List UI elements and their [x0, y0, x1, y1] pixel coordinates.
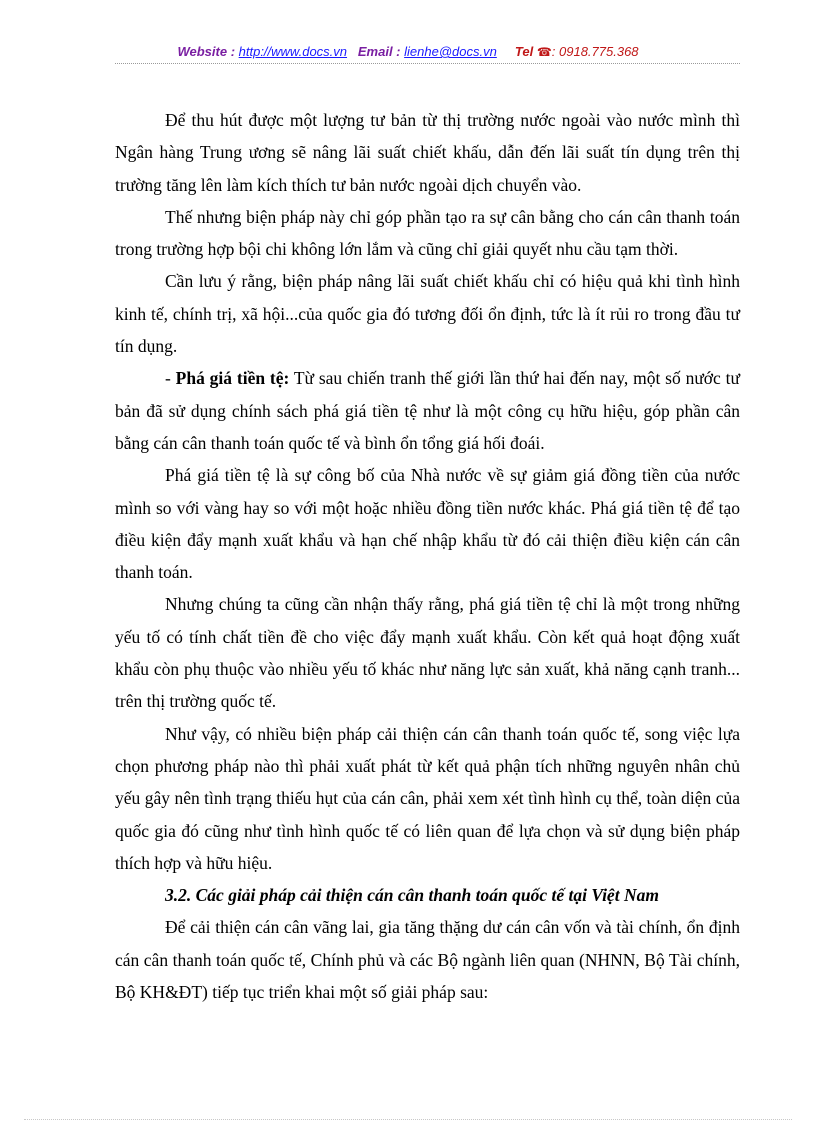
bullet-dash: -: [165, 368, 176, 389]
section-heading: 3.2. Các giải pháp cải thiện cán cân thanh toán quốc tế tại Việt Nam: [165, 885, 659, 906]
header-divider: [115, 63, 740, 64]
paragraph-7: Như vậy, có nhiều biện pháp cải thiện cán cân thanh toán quốc tế, song việc lựa chọn phương pháp nào thì phải xuất phát từ kết quả phận tích những nguyên nhân chủ yếu gây nên tình trạng thiếu hụt của cán cân, phải xem xét tình hình cụ thể, toàn diện của quốc gia đó cũng như tình hình quốc tế có liên quan để lựa chọn và sử dụng biện pháp thích hợp và hữu hiệu.: [115, 723, 740, 873]
website-link[interactable]: http://www.docs.vn: [238, 44, 348, 59]
phone-icon: ☎: [536, 45, 552, 59]
tel-label: Tel: [514, 44, 534, 59]
phone-number: : 0918.775.368: [551, 44, 639, 59]
website-colon: :: [227, 44, 239, 59]
email-label: Email: [357, 44, 393, 59]
devaluation-text: Từ sau chiến tranh thế giới lần thứ hai đến nay, một số nước tư bản đã sử dụng chính sách phá giá tiền tệ như là một công cụ hữu hiệu, góp phần cân bằng cán cân thanh toán quốc tế và bình ổn tổng giá hối đoái.: [115, 368, 741, 453]
email-colon: :: [392, 44, 405, 59]
page-header: [0, 44, 816, 59]
paragraph-2: Thế nhưng biện pháp này chỉ góp phần tạo ra sự cân bằng cho cán cân thanh toán trong trường hợp bội chi không lớn lắm và cũng chỉ giải quyết nhu cầu tạm thời.: [115, 206, 740, 260]
email-link[interactable]: lienhe@docs.vn: [404, 44, 497, 59]
paragraph-devaluation: [115, 362, 740, 459]
paragraph-1: Để thu hút được một lượng tư bản từ thị trường nước ngoài vào nước mình thì Ngân hàng Trung ương sẽ nâng lãi suất chiết khấu, dẫn đến lãi suất tín dụng trên thị trường tăng lên làm kích thích tư bản nước ngoài dịch chuyển vào.: [115, 110, 740, 195]
paragraph-8: Để cải thiện cán cân vãng lai, gia tăng thặng dư cán cân vốn và tài chính, ổn định cán cân thanh toán quốc tế, Chính phủ và các Bộ ngành liên quan (NHNN, Bộ Tài chính, Bộ KH&ĐT) tiếp tục triển khai một số giải pháp sau:: [115, 917, 740, 1003]
paragraph-5: Phá giá tiền tệ là sự công bố của Nhà nước về sự giảm giá đồng tiền của nước mình so với vàng hay so với một hoặc nhiều đồng tiền nước khác. Phá giá tiền tệ để tạo điều kiện đẩy mạnh xuất khẩu và hạn chế nhập khẩu từ đó cải thiện điều kiện cán cân thanh toán.: [115, 465, 740, 583]
paragraph-3: Cần lưu ý rằng, biện pháp nâng lãi suất chiết khấu chỉ có hiệu quả khi tình hình kinh tế, chính trị, xã hội...của quốc gia đó tương đối ổn định, tức là ít rủi ro trong đầu tư tín dụng.: [115, 271, 740, 357]
paragraph-6: Nhưng chúng ta cũng cần nhận thấy rằng, phá giá tiền tệ chỉ là một trong những yếu tố có tính chất tiền đề cho việc đẩy mạnh xuất khẩu. Còn kết quả hoạt động xuất khẩu còn phụ thuộc vào nhiều yếu tố khác như năng lực sản xuất, khả năng cạnh tranh... trên thị trường quốc tế.: [115, 594, 740, 712]
document-body: [115, 104, 740, 1008]
devaluation-term: Phá giá tiền tệ:: [175, 368, 290, 389]
website-label: Website: [177, 44, 228, 59]
footer-divider: [24, 1119, 792, 1120]
